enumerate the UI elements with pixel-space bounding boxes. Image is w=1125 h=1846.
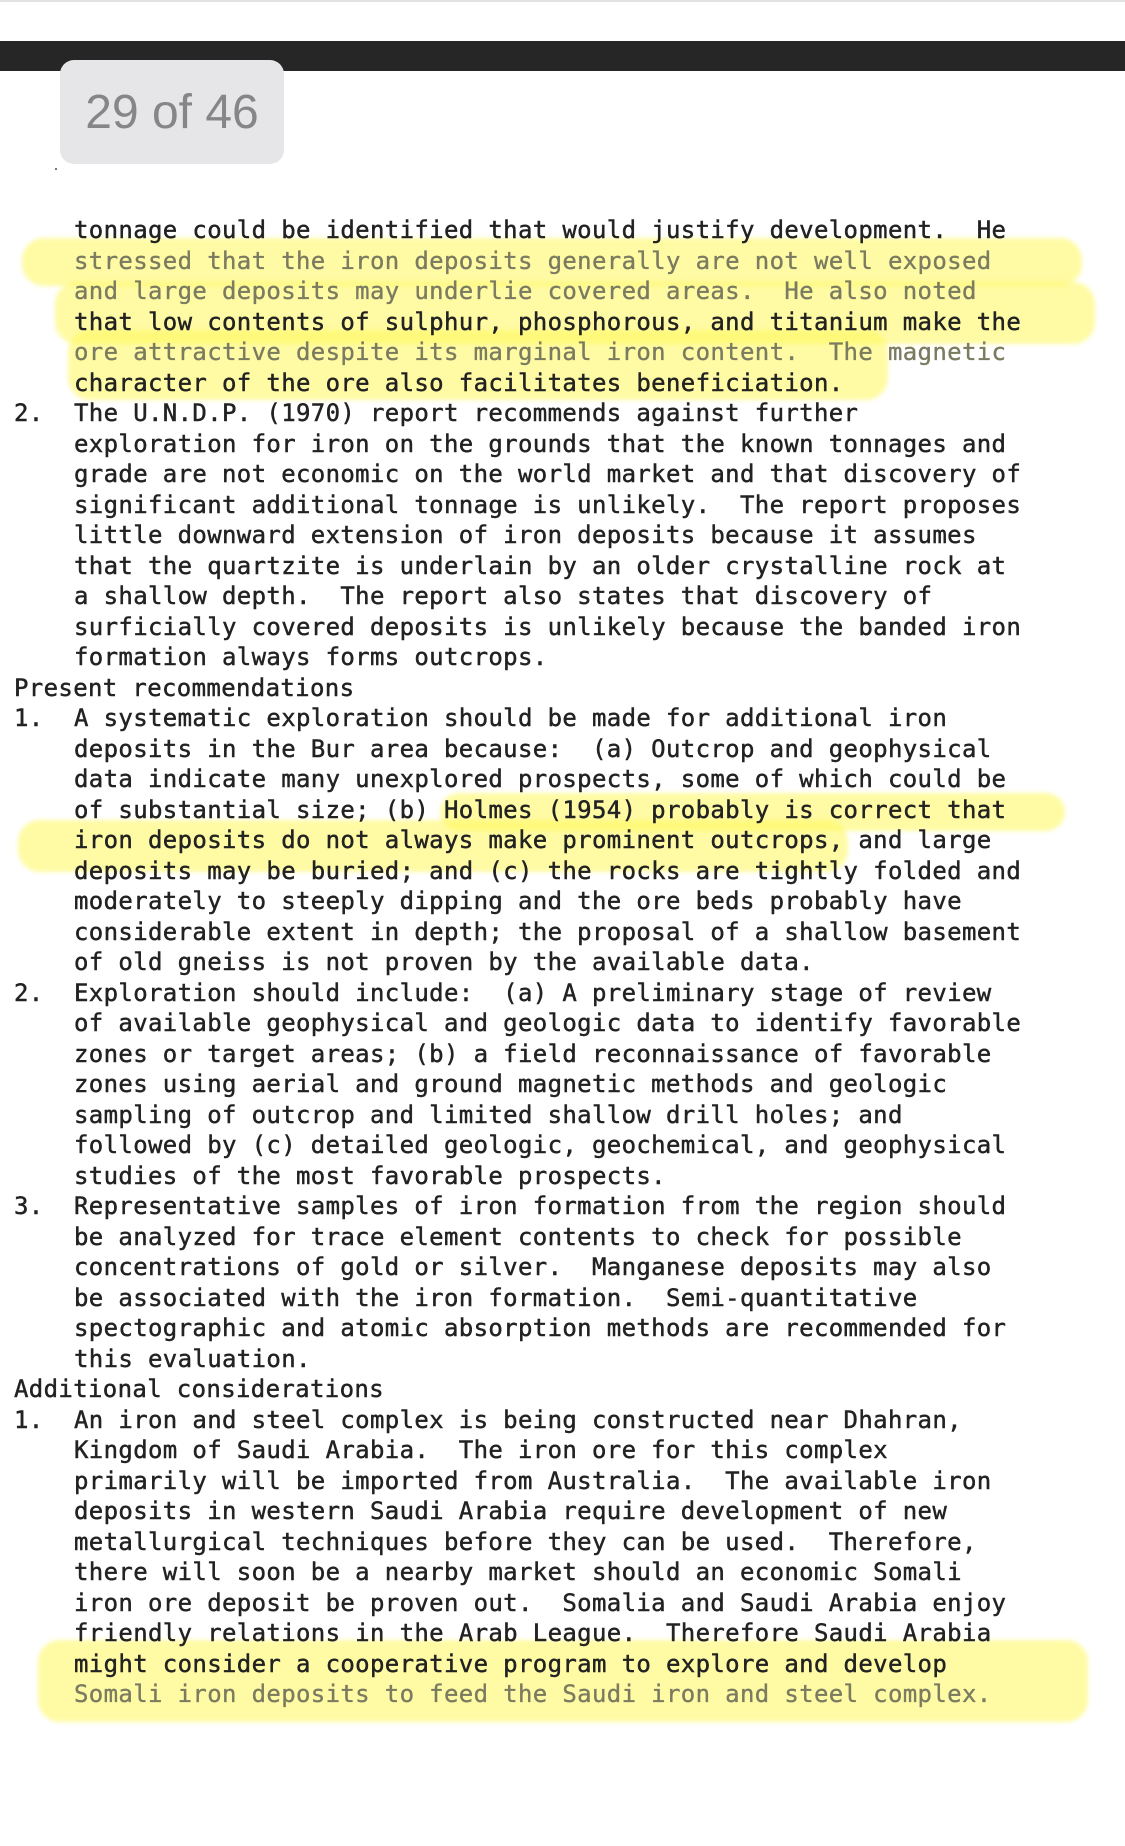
text-line: The U.N.D.P. (1970) report recommends against further: [74, 399, 859, 427]
text-line: tonnage could be identified that would justify development. He: [74, 216, 1007, 244]
section-heading-additional-considerations: Additional considerations: [14, 1375, 384, 1403]
text-line: considerable extent in depth; the proposal of a shallow basement: [74, 917, 1022, 946]
status-bar-divider: [0, 0, 1125, 2]
text-line: that low contents of sulphur, phosphorous, and titanium make the: [74, 307, 1022, 336]
list-number: 2.: [14, 978, 44, 1007]
text-line: friendly relations in the Arab League. Therefore Saudi Arabia: [74, 1619, 992, 1647]
text-line: Representative samples of iron formation from the region should: [74, 1192, 1007, 1220]
list-item-iron-steel-complex: [14, 1405, 1114, 1710]
text-line: a shallow depth. The report also states that discovery of: [74, 582, 933, 610]
list-number: 1.: [14, 1405, 44, 1434]
text-line: grade are not economic on the world market and that discovery of: [74, 460, 1022, 488]
text-line: be associated with the iron formation. Semi-quantitative: [74, 1283, 918, 1312]
text-line: metallurgical techniques before they can be used. Therefore,: [74, 1527, 977, 1556]
text-line: and large deposits may underlie covered areas. He also noted: [74, 277, 977, 305]
text-line: A systematic exploration should be made for additional iron: [74, 704, 948, 732]
text-line: there will soon be a nearby market should an economic Somali: [74, 1558, 962, 1586]
text-line: Kingdom of Saudi Arabia. The iron ore for this complex: [74, 1436, 888, 1464]
text-line: sampling of outcrop and limited shallow drill holes; and: [74, 1100, 903, 1129]
text-line: studies of the most favorable prospects.: [74, 1161, 666, 1190]
text-line: be analyzed for trace element contents to check for possible: [74, 1222, 962, 1251]
text-line: iron deposits do not always make prominent outcrops, and large: [74, 826, 992, 854]
text-line: followed by (c) detailed geologic, geochemical, and geophysical: [74, 1131, 1007, 1159]
text-line: moderately to steeply dipping and the ore beds probably have: [74, 887, 962, 915]
text-line: significant additional tonnage is unlikely. The report proposes: [74, 490, 1022, 519]
section-heading-present-recommendations: Present recommendations: [14, 673, 355, 702]
text-line: An iron and steel complex is being constructed near Dhahran,: [74, 1405, 962, 1434]
list-number: 3.: [14, 1192, 44, 1220]
text-line: of substantial size; (b) Holmes (1954) probably is correct that: [74, 795, 1007, 824]
text-line: surficially covered deposits is unlikely because the banded iron: [74, 612, 1022, 641]
scan-speck: [55, 168, 57, 170]
text-line: character of the ore also facilitates beneficiation.: [74, 368, 844, 397]
list-number: 1.: [14, 704, 44, 732]
text-line: iron ore deposit be proven out. Somalia and Saudi Arabia enjoy: [74, 1588, 1007, 1617]
page-indicator: 29 of 46: [60, 60, 284, 164]
text-line: ore attractive despite its marginal iron content. The magnetic: [74, 338, 1007, 366]
text-line: zones using aerial and ground magnetic methods and geologic: [74, 1070, 948, 1098]
text-line: deposits in western Saudi Arabia require development of new: [74, 1497, 948, 1525]
text-line: data indicate many unexplored prospects, some of which could be: [74, 765, 1007, 793]
text-line: exploration for iron on the grounds that the known tonnages and: [74, 429, 1007, 458]
text-line: Somali iron deposits to feed the Saudi iron and steel complex.: [74, 1680, 992, 1708]
list-item-undp-report: [14, 398, 1114, 673]
document-page: [14, 215, 1114, 1710]
text-line: that the quartzite is underlain by an older crystalline rock at: [74, 551, 1007, 580]
text-line: might consider a cooperative program to explore and develop: [74, 1649, 948, 1678]
list-number: 2.: [14, 399, 44, 427]
text-line: formation always forms outcrops.: [74, 643, 548, 671]
list-item-exploration-stages: [14, 978, 1114, 1192]
text-line: of old gneiss is not proven by the available data.: [74, 948, 814, 976]
text-line: deposits may be buried; and (c) the rocks are tightly folded and: [74, 856, 1022, 885]
list-item-representative-samples: [14, 1191, 1114, 1374]
text-line: concentrations of gold or silver. Manganese deposits may also: [74, 1253, 992, 1281]
text-line: stressed that the iron deposits generally are not well exposed: [74, 246, 992, 275]
continued-paragraph: [14, 215, 1114, 398]
text-line: primarily will be imported from Australia. The available iron: [74, 1466, 992, 1495]
text-line: Exploration should include: (a) A preliminary stage of review: [74, 978, 992, 1007]
text-line: this evaluation.: [74, 1344, 311, 1373]
text-line: zones or target areas; (b) a field reconnaissance of favorable: [74, 1039, 992, 1068]
text-line: spectographic and atomic absorption methods are recommended for: [74, 1314, 1007, 1342]
text-line: of available geophysical and geologic data to identify favorable: [74, 1009, 1022, 1037]
list-item-systematic-exploration: [14, 703, 1114, 978]
text-line: deposits in the Bur area because: (a) Outcrop and geophysical: [74, 734, 992, 763]
text-line: little downward extension of iron deposits because it assumes: [74, 521, 977, 549]
